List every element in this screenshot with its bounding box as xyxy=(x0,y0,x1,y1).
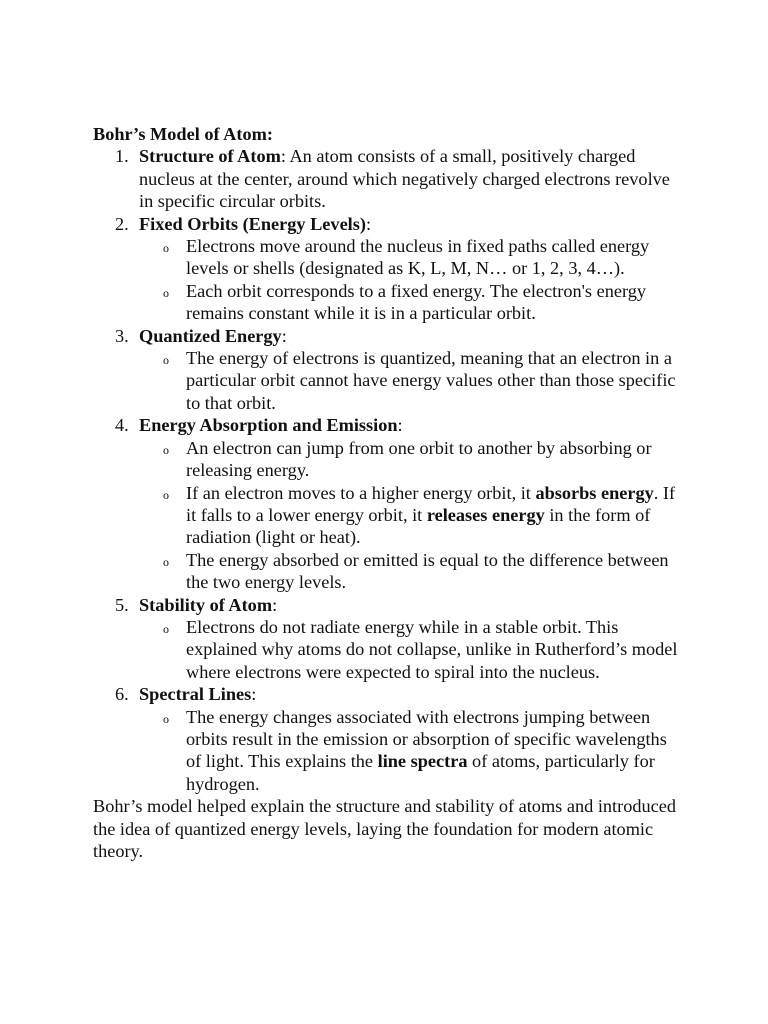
circle-bullet-icon: o xyxy=(163,711,169,726)
circle-bullet-icon: o xyxy=(163,554,169,569)
sub-item xyxy=(139,549,683,594)
sub-item xyxy=(139,437,683,482)
sub-item xyxy=(139,235,683,280)
list-item-stability-of-atom xyxy=(93,594,683,684)
main-list xyxy=(93,145,683,795)
circle-bullet-icon: o xyxy=(163,353,169,368)
item-separator: : xyxy=(251,684,257,705)
list-item-structure-of-atom xyxy=(93,145,683,212)
item-heading: Structure of Atom xyxy=(139,146,281,167)
circle-bullet-icon: o xyxy=(163,621,169,636)
sub-list xyxy=(139,437,683,594)
sub-list xyxy=(139,616,683,683)
list-number: 6. xyxy=(115,684,129,705)
item-separator: : xyxy=(280,146,286,167)
sub-item-text: Electrons do not radiate energy while in a stable orbit. This explained why atoms do not collapse, unlike in Rutherford’s model where electrons were expected to spiral into the nucleus. xyxy=(186,616,678,682)
document-page xyxy=(93,123,683,862)
sub-item-text: The energy absorbed or emitted is equal to the difference between the two energy levels. xyxy=(186,549,669,593)
item-heading: Fixed Orbits (Energy Levels) xyxy=(139,213,366,234)
document-title: Bohr’s Model of Atom: xyxy=(93,124,273,144)
sub-list xyxy=(139,706,683,796)
item-heading: Spectral Lines xyxy=(139,684,252,705)
circle-bullet-icon: o xyxy=(163,442,169,457)
list-number: 5. xyxy=(115,594,129,615)
conclusion-paragraph: Bohr’s model helped explain the structure and stability of atoms and introduced the idea of quantized energy levels, laying the foundation for modern atomic theory. xyxy=(93,796,677,861)
sub-item-text: in the form of radiation (light or heat). xyxy=(186,504,651,548)
item-heading: Stability of Atom xyxy=(139,594,273,615)
list-number: 3. xyxy=(115,325,129,346)
item-separator: : xyxy=(397,415,403,436)
circle-bullet-icon: o xyxy=(163,241,169,256)
item-text: An atom consists of a small, positively charged nucleus at the center, around which negatively charged electrons revolve in specific circular orbits. xyxy=(139,146,670,212)
circle-bullet-icon: o xyxy=(163,285,169,300)
sub-item-text: The energy changes associated with electrons jumping between orbits result in the emission or absorption of specific wavelengths of light. This explains the xyxy=(186,706,667,772)
sub-item-text: . If it falls to a lower energy orbit, it xyxy=(186,482,676,525)
sub-item xyxy=(139,280,683,325)
list-number: 4. xyxy=(115,415,129,436)
bold-phrase-line-spectra: line spectra xyxy=(377,751,468,772)
item-heading: Quantized Energy xyxy=(139,325,282,346)
list-number: 2. xyxy=(115,213,129,234)
item-heading: Energy Absorption and Emission xyxy=(139,415,398,436)
sub-item-text: Electrons move around the nucleus in fixed paths called energy levels or shells (designated as K, L, M, N… or 1, 2, 3, 4…). xyxy=(186,236,650,279)
list-item-quantized-energy xyxy=(93,325,683,415)
sub-item xyxy=(139,616,683,683)
sub-item-text: If an electron moves to a higher energy orbit, it xyxy=(186,482,536,503)
bold-phrase-releases-energy: releases energy xyxy=(426,504,545,525)
sub-item-text: An electron can jump from one orbit to another by absorbing or releasing energy. xyxy=(186,437,652,481)
item-separator: : xyxy=(281,325,287,346)
circle-bullet-icon: o xyxy=(163,487,169,502)
list-item-energy-absorption-emission xyxy=(93,414,683,593)
sub-item-text: The energy of electrons is quantized, meaning that an electron in a particular orbit cannot have energy values other than those specific to that orbit. xyxy=(186,348,676,413)
sub-list xyxy=(139,235,683,325)
sub-item-text: Each orbit corresponds to a fixed energy. The electron's energy remains constant while it is in a particular orbit. xyxy=(186,280,646,324)
sub-item xyxy=(139,482,683,549)
sub-item xyxy=(139,347,683,414)
list-number: 1. xyxy=(115,146,129,167)
list-item-spectral-lines xyxy=(93,683,683,795)
item-separator: : xyxy=(272,594,278,615)
list-item-fixed-orbits xyxy=(93,213,683,325)
sub-item xyxy=(139,706,683,796)
item-separator: : xyxy=(365,213,372,234)
sub-list xyxy=(139,347,683,414)
bold-phrase-absorbs-energy: absorbs energy xyxy=(535,482,654,503)
sub-item-text: of atoms, particularly for hydrogen. xyxy=(186,751,655,794)
